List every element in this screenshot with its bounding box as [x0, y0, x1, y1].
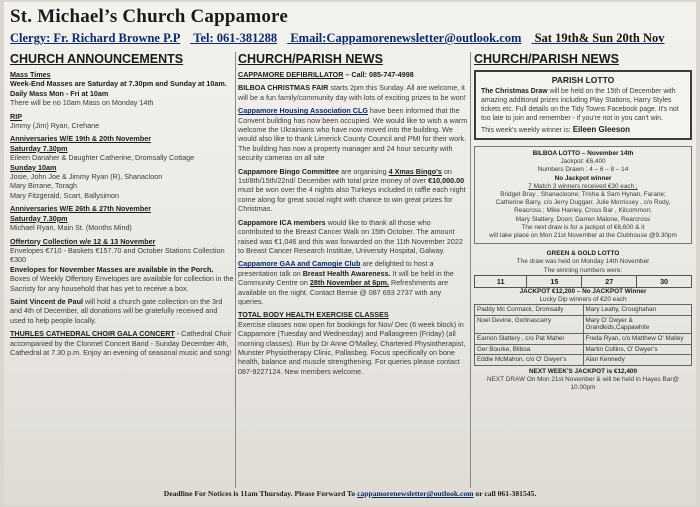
table-cell: Ger Bourke, Bilboa	[475, 344, 584, 355]
mass-notice: There will be no 10am Mass on Monday 14th	[10, 98, 154, 108]
bilboa-winners: Mary Slattery, Doon; Darren Malone, Rearcross	[515, 215, 651, 223]
gaa-notice	[238, 259, 468, 306]
announcements-heading: CHURCH ANNOUNCEMENTS	[10, 52, 184, 66]
bingo-title: Cappamore Bingo Committee	[238, 166, 340, 176]
gala-title: THURLES CATHEDRAL CHOIR GALA CONCERT	[10, 329, 175, 339]
rip-title: RIP	[10, 111, 22, 121]
mass-times-title: Mass Times	[10, 70, 51, 79]
parish-lotto-box	[474, 70, 692, 140]
newsletter-page	[4, 2, 696, 505]
mass-times	[10, 70, 234, 108]
news-column	[238, 52, 468, 486]
gg-winning-numbers	[474, 275, 692, 288]
table-row	[475, 315, 692, 333]
footer-deadline	[4, 489, 696, 498]
anniversaries-1-saturday: Saturday 7.30pm	[10, 143, 68, 153]
fitness-notice	[238, 310, 468, 376]
parish-phone: Tel: 061-381288	[193, 31, 278, 45]
anniversaries-1-title: Anniversaries W/E 19th & 20th November	[10, 134, 152, 144]
fitness-title: TOTAL BODY HEALTH EXERCISE CLASSES	[238, 310, 389, 320]
bilboa-jackpot: Jackpot: €6,400	[560, 158, 606, 166]
bingo-prize: €10,000.00	[428, 176, 465, 186]
table-cell: Mary Leahy, Croughahan	[583, 305, 692, 316]
rip-name: Jimmy (Jim) Ryan, Crehane	[10, 121, 100, 131]
defib-phone: – Call: 085-747-4998	[343, 70, 414, 79]
offertory-title: Offertory Collection w/e 12 & 13 November	[10, 236, 156, 246]
newsletter-title: St. Michael’s Church Cappamore	[10, 6, 288, 27]
table-row	[475, 355, 692, 366]
christmas-fair	[238, 83, 468, 102]
weekly-winner-name: Eileen Gleeson	[572, 125, 631, 134]
gala-text: - Cathedral Choir accompanied by the Clonmel Concert Band - Sunday December 4th, Cathedral at 7.30 p.m. Enjoy an evening of seasonal music and song!	[10, 329, 232, 357]
christmas-draw-text: will be held on the 15th of December with amazing additional prizes including Play Stations, Harry Styles tickets etc. Full details on the Tidy Towns Facebook page. It's not too late to join and remember - if you're not in you can't win.	[481, 88, 679, 122]
bilboa-winners: Reacross ; Mike Hanley, Cross Bar , Kilcommon;	[514, 207, 652, 215]
lotto-column	[474, 52, 692, 486]
mass-weekend: Week-End Masses are Saturday at 7.30pm and Sunday at 10am.	[10, 79, 227, 89]
anniversaries-2	[10, 204, 234, 232]
bilboa-title: BILBOA LOTTO – November 14th	[532, 150, 634, 157]
bilboa-when: will take place on Mon 21st November at the Clubhouse @9.30pm	[489, 232, 677, 240]
contact-line	[10, 31, 690, 46]
gg-next-draw: NEXT DRAW On Mon 21st November & will be held in Hayes Bar@ 10.00pm	[487, 376, 679, 392]
announcements-column	[10, 52, 234, 486]
footer-text: Deadline For Notices is 11am Thursday. Please Forward To	[163, 489, 358, 498]
anniversaries-2-title: Anniversaries W/E 26th & 27th November	[10, 204, 152, 214]
rip-section	[10, 112, 234, 131]
housing-title: Cappamore Housing Association CLG	[238, 106, 368, 116]
gg-jackpot: JACKPOT €12,200 – No JACKPOT Winner	[519, 287, 647, 295]
gaa-title: Cappamore GAA and Camogie Club	[238, 259, 361, 269]
bilboa-match: 7 Match 3 winners received €30 each ;	[528, 182, 638, 190]
bilboa-numbers: Numbers Drawn : 4 – 6 – 8 – 14	[537, 166, 629, 174]
bingo-text: must be won over the 4 nights also Turkeys included in raffle each night come along for great social night with chance to win great prizes for Christmas.	[238, 185, 466, 214]
xmas-fair-title: BILBOA CHRISTMAS FAIR	[238, 83, 329, 93]
offertory-amounts: Envelopes €710 - Baskets €157.70 and October Stations Collection €300	[10, 245, 225, 265]
offertory-collection	[10, 237, 234, 293]
clergy-name: Clergy: Fr. Richard Browne P.P	[10, 31, 181, 45]
table-cell: Eamon Slattery , c/o Pat Maher	[475, 334, 584, 345]
mass-daily: Daily Mass Mon - Fri at 10am	[10, 88, 109, 98]
gg-number: 15	[527, 275, 582, 287]
bilboa-no-winner: No Jackpot winner	[554, 174, 612, 182]
bilboa-lotto	[474, 146, 692, 244]
news-heading: CHURCH/PARISH NEWS	[238, 52, 383, 66]
table-cell: Noel Devine, Gortnascarry	[475, 315, 584, 333]
ica-notice	[238, 218, 468, 256]
anniversaries-2-saturday: Saturday 7.30pm	[10, 213, 68, 223]
weekly-winner	[481, 125, 685, 135]
bingo-text: on 1st/8th/15th/22nd/ December with total prize money of over	[238, 166, 452, 186]
table-row	[475, 334, 692, 345]
bilboa-next: The next draw is for a jackpot of €6,600 & it	[521, 223, 645, 231]
newsletter-date: Sat 19th& Sun 20th Nov	[534, 31, 665, 45]
gaa-text: It will be held in the Community Centre on	[238, 268, 454, 288]
anniversaries-1-sat-names: Eileen Danaher & Daughter Catherine, Dromsally Cottage	[10, 153, 195, 163]
gaa-text: Refreshments are available on the night. Contact Bernie @ 087 693 2737 with any queries.	[238, 278, 449, 306]
housing-association	[238, 106, 468, 162]
gala-concert	[10, 329, 234, 357]
defibrillator-notice	[238, 70, 468, 79]
table-cell: Martin Collins, O’ Dwyer’s	[583, 344, 692, 355]
parish-email[interactable]: Email:Cappamorenewsletter@outlook.com	[290, 31, 522, 45]
weekly-winner-label: This week's weekly winner is:	[481, 127, 573, 134]
table-cell: Eddie McMahon, c/o O’ Dwyer’s	[475, 355, 584, 366]
offertory-envelopes: Envelopes for November Masses are available in the Porch.	[10, 264, 214, 274]
table-cell: Alan Kennedy	[583, 355, 692, 366]
defib-title: CAPPAMORE DEFIBRILLATOR	[238, 70, 344, 79]
parish-lotto-title: PARISH LOTTO	[551, 75, 615, 85]
gg-lucky-dip-table	[474, 304, 692, 366]
anniversaries-1-sun-name: Mary Birrane, Toragh	[10, 181, 77, 191]
parish-lotto-text	[481, 87, 685, 123]
gg-number: 27	[582, 275, 637, 287]
anniversaries-1-sun-name: Josie, John Joe & Jimmy Ryan (R), Shanacloon	[10, 172, 163, 182]
table-cell: Freda Ryan, c/o Matthew O’ Malley	[583, 334, 692, 345]
offertory-boxes: Boxes of Weekly Offertory Envelopes are available for collection in the Sacristy for any household that has yet to receive a box.	[10, 274, 234, 293]
column-divider	[470, 52, 471, 488]
anniversaries-1-sun-name: Mary Fitzgerald, Scart, Ballysimon	[10, 190, 120, 200]
footer-email-link[interactable]: cappamorenewsletter@outlook.com	[357, 489, 474, 498]
bingo-link: 4 Xmas Bingo's	[388, 166, 442, 176]
fitness-text: Exercise classes now open for bookings for Nov/ Dec (6 week block) in Cappamore (Tuesday and Wednesday) and Pallasgreen (Friday) (all morning classes). Run by Dr Anne O'Malley, Chartered Physiotherapist, Munster Physiotherapy Clinic, Pallasbeg. Focus specifically on bone health, balance and muscle strengthening. For queries please contact 087-9227124. New members welcome.	[238, 319, 466, 376]
gg-winning-label: The winning numbers were:	[543, 266, 623, 274]
svp-title: Saint Vincent de Paul	[10, 296, 83, 306]
bilboa-winners: Catherine Barry, c/o Jerry Duggan; Julie Morrissey , c/o Rody,	[495, 199, 671, 207]
svp-text: will hold a church gate collection on the 3rd and 4th of December, all donations will be gratefully received and used to help people locally.	[10, 296, 223, 325]
anniversaries-1	[10, 134, 234, 200]
anniversaries-2-names: Michael Ryan, Main St. (Months Mind)	[10, 223, 132, 233]
bingo-notice	[238, 167, 468, 214]
green-gold-lotto	[474, 250, 692, 392]
table-row	[475, 305, 692, 316]
bingo-text: are organising	[339, 166, 389, 176]
gg-title: GREEN & GOLD LOTTO	[546, 250, 620, 258]
gg-draw: The draw was held on Monday 14th November	[516, 258, 650, 266]
xmas-fair-text: starts 2pm this Sunday. All are welcome, it will be a fun family/community day with lots of exciting prizes to be won!	[238, 83, 466, 102]
table-cell: Mary O’ Dwyer & Grandkids,Cappawhite	[583, 315, 692, 333]
christmas-draw-label: The Christmas Draw	[481, 88, 548, 95]
housing-text: have been informed that the Convent building has now been occupied. We would like to wish a warm welcome the Ukrainians who have now moved into the building. We would also like to thank Limerick County Council and PMI for their work. The building has now a property manager and 24 hour security with security cameras on all site	[238, 106, 468, 163]
lotto-column-heading: CHURCH/PARISH NEWS	[474, 52, 619, 66]
ica-title: Cappamore ICA members	[238, 217, 326, 227]
gaa-topic: Breast Health Awareness.	[302, 268, 391, 278]
gaa-text: are delighted to host a presentation talk on	[238, 259, 434, 278]
gaa-date: 28th November at 6pm.	[309, 278, 389, 288]
table-row	[475, 344, 692, 355]
bilboa-winners: Bridget Bray , Shanacloone; Trisha & Sam Hynan, Farane;	[500, 191, 666, 199]
table-cell: Paddy Mc Cormack, Dromsally	[475, 305, 584, 316]
ica-text: would like to thank all those who contributed to the Breast Cancer Walk on 15th October. The amount raised was €1,046 and this was forwarded on the 11th November 2022 to Breast Cancer Research Institute, University Hospital, Galway.	[238, 217, 463, 255]
anniversaries-1-sunday: Sunday 10am	[10, 162, 57, 172]
gg-lucky-label: Lucky Dip winners of €20 each	[539, 296, 627, 304]
svp-notice	[10, 297, 234, 325]
gg-number: 11	[475, 275, 527, 287]
gg-next-jackpot: NEXT WEEK'S JACKPOT is €12,400	[528, 367, 638, 375]
column-divider	[235, 52, 236, 488]
footer-phone: or call 061-381545.	[473, 489, 537, 498]
gg-number: 30	[637, 275, 692, 287]
masthead	[10, 6, 690, 46]
